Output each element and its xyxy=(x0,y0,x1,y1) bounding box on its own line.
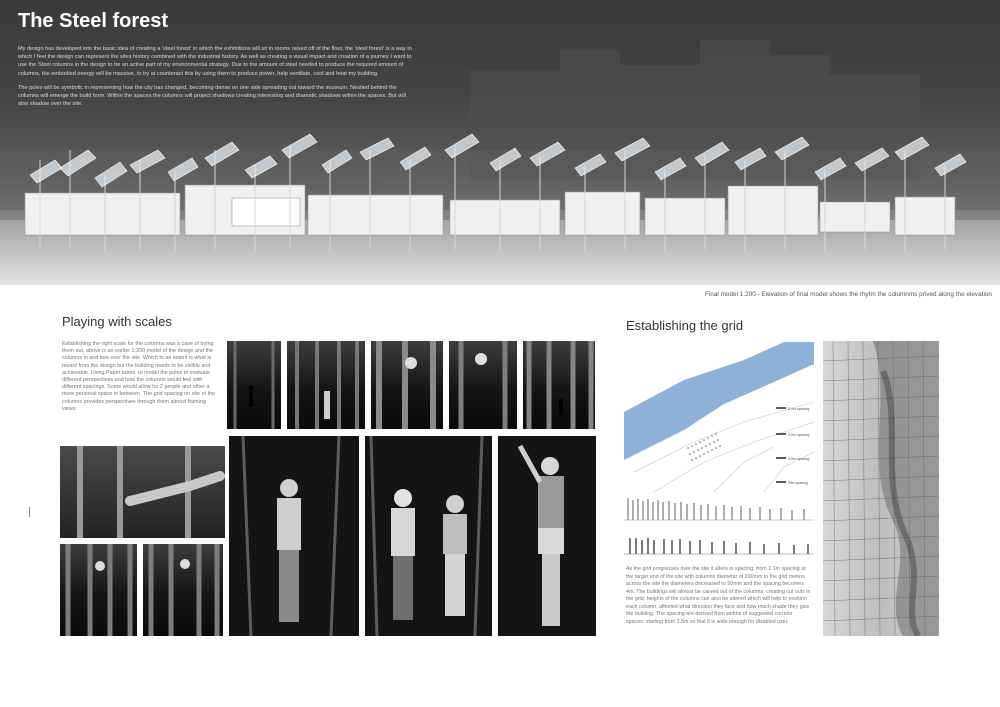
column-view-photo xyxy=(449,341,517,429)
scales-heading: Playing with scales xyxy=(62,314,172,329)
column-view-photo xyxy=(60,544,137,636)
grid-section-sketch xyxy=(624,534,814,558)
person-photo xyxy=(229,436,359,636)
page-title: The Steel forest xyxy=(18,10,169,32)
intro-paragraph: The poles will be symbolic in representing how the city has changed, becoming dense on one side spreading out toward the museum. Nestled behind the columns will emerge the build form. Within the spaces the columns will project shadows creating interesting and dramatic shadows within the spaces. But will also shadow over the site. xyxy=(18,84,407,108)
grid-model-photo xyxy=(823,341,939,636)
grid-text: As the grid progresses over the site it alters in spacing, from 2.1m spacing at the larger end of the site with columns diameter of 200mm to the grid meters across the site the diameters decreased to 50mm and the spacing becomes 4m. The buildings will almost be carved out of the columns, creating cut outs in the grid, heights of the columns can also be altered which will help to position each column, affected what direction they face and how much shade they give the building. The spacing are derived from widths of suggested corridor spaces, starting from 2.5m so that it is wide enough for disabled user. xyxy=(626,566,811,625)
column-view-photo xyxy=(371,341,443,429)
column-view-photo xyxy=(523,341,595,429)
intro-paragraph: My design has developed into the basic idea of creating a 'steel forest' in which the exhibitions will sit in rooms raised off of the floor, the 'steel forest' is a way in which I feel the design can represent the sites history combined with the industrial history. As well as creating a visual impact and creation of a journey I want to use the Steel columns in the design to be an active part of my environmental strategy. Due to the amount of steel needed to produce the required amount of columns, the embodied energy will be massive, to try at counteract this by using them to produce power, help ventilate, cool and heat my building. xyxy=(18,46,412,77)
legend-label: 2.1m spacing xyxy=(788,407,810,411)
scales-text: Establishing the right scale for the columns was a case of trying them out, above is an earlier 1:200 model of the design and the columns in and tree over the site. Which to an extent is what is meant from the design but the building needs to be visible and achievable. Using Paper tubes, to model the poles to evaluate different perspectives and how the columns would feel with different spacings. Some would allow for 2 people and other a more personal space in between. The grid spacing on site of the columns provides perspectives through them almost framing views. xyxy=(62,341,216,412)
intro-text xyxy=(18,45,416,114)
column-view-photo xyxy=(227,341,281,429)
model-elevation-image xyxy=(0,0,1000,285)
hand-column-photo xyxy=(60,446,225,538)
grid-elevation-sketch xyxy=(624,494,814,524)
hero-banner xyxy=(0,0,1000,285)
column-view-photo xyxy=(143,544,223,636)
model-caption: Final model 1:200 - Elevation of final model shows the rhytm the columnms prived along the elevation xyxy=(704,291,992,298)
grid-heading: Establishing the grid xyxy=(626,318,744,333)
legend-label: 3.0m spacing xyxy=(788,433,810,437)
margin-mark xyxy=(29,507,30,517)
legend-label: 4.0m spacing xyxy=(788,457,810,461)
person-photo xyxy=(498,436,596,636)
column-view-photo xyxy=(287,341,365,429)
site-plan-diagram xyxy=(624,342,814,492)
legend-label: Site spacing xyxy=(788,481,808,485)
people-photo xyxy=(365,436,492,636)
